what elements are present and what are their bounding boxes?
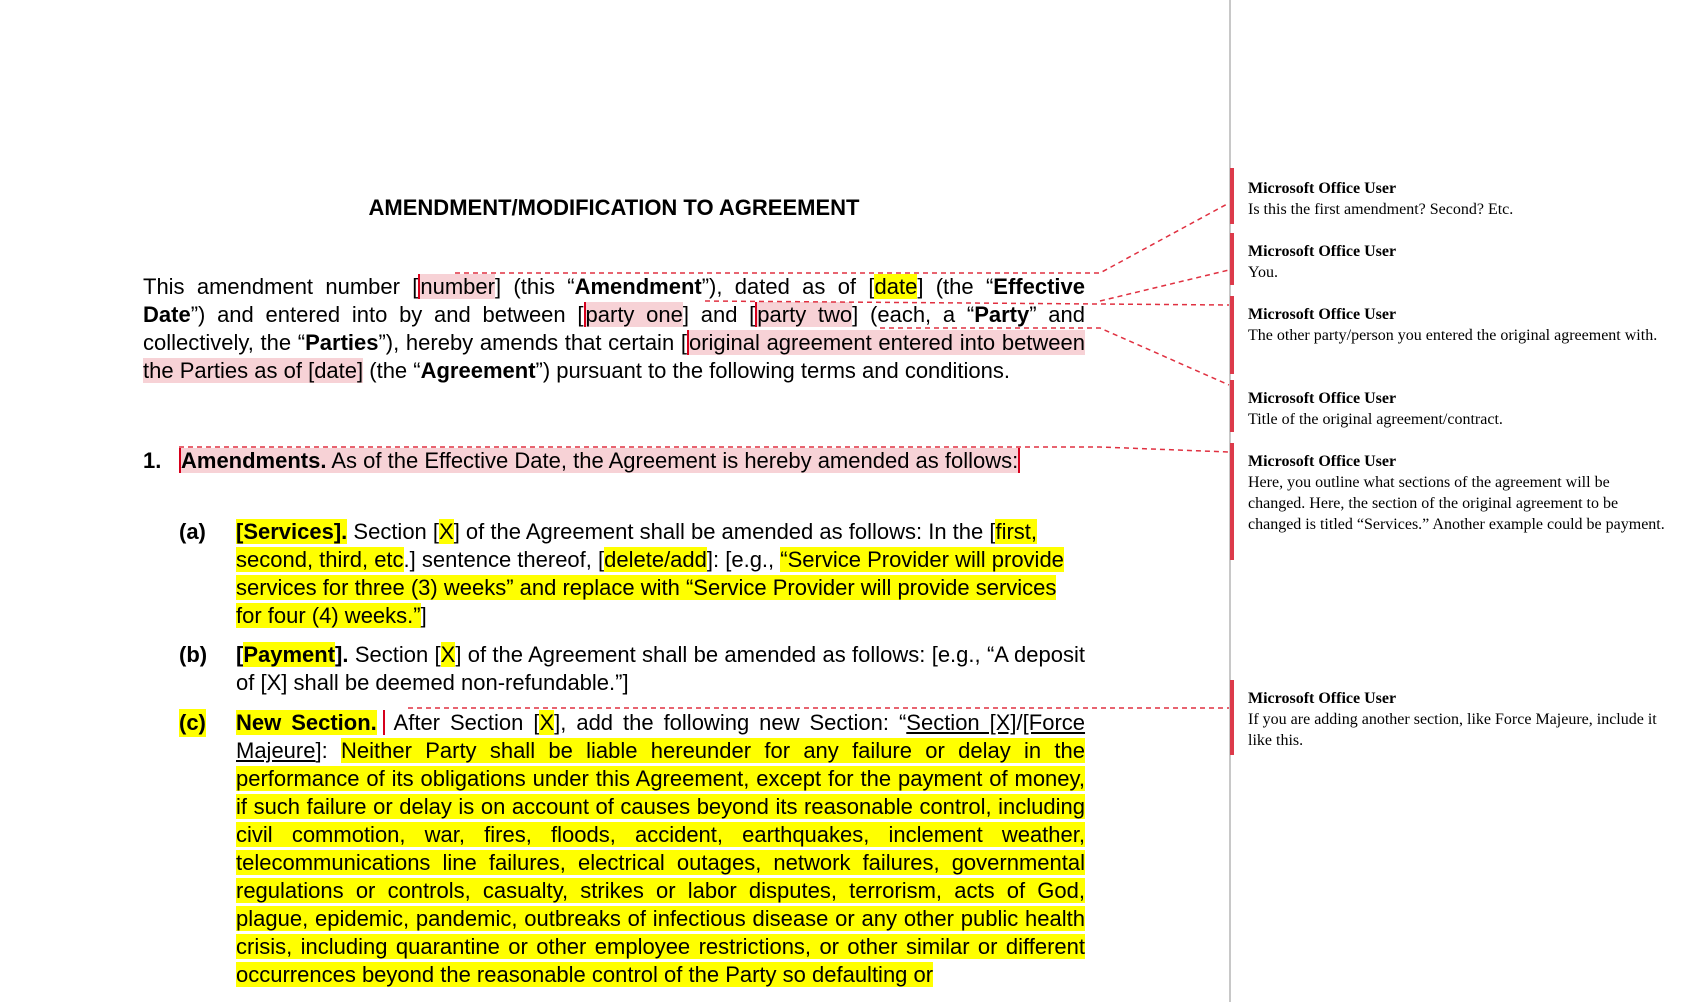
comment-author: Microsoft Office User: [1248, 453, 1397, 470]
item-c-paragraph[interactable]: New Section. After Section [X], add the following new Section: “Section [X]/[Force Majeure]: Neither Party shall be liable hereunder for any failure or delay in the performance of its obligations under this Agreement, except for the payment of money, if such failure or delay is on account of causes beyond its reasonable control, including civil commotion, war, fires, floods, accident, earthquakes, inclement weather, telecommunications line failures, electrical outages, network failures, governmental regulations or controls, casualty, strikes or labor disputes, terrorism, acts of God, plague, epidemic, pandemic, outbreaks of infectious disease or any other public health crisis, including quarantine or other employee restrictions, or other similar or different occurrences beyond the reasonable control of the Party so defaulting or: [236, 710, 1086, 987]
number-placeholder[interactable]: number: [420, 274, 495, 299]
party-one-placeholder[interactable]: party one: [585, 302, 683, 327]
section-number: 1.: [143, 448, 162, 473]
item-b-label: (b): [179, 642, 208, 667]
comment-text: The other party/person you entered the original agreement with.: [1248, 327, 1658, 344]
item-c-label: (c): [179, 710, 206, 735]
comment-text: You.: [1248, 264, 1278, 281]
party-two-placeholder[interactable]: party two: [757, 302, 853, 327]
section1-heading: Amendments.: [181, 448, 327, 473]
comment-text: Title of the original agreement/contract.: [1248, 411, 1503, 428]
item-a-heading: [Services].: [236, 519, 348, 544]
comment-author: Microsoft Office User: [1248, 180, 1397, 197]
intro-paragraph[interactable]: This amendment number [number] (this “Amendment”), dated as of [date] (the “Effective Date”) and entered into by and between [party one] and [party two] (each, a “Party” and collectively, the “Parties”), hereby amends that certain [original agreement entered into between the Parties as of [date] (the “Agreement”) pursuant to the following terms and conditions.: [143, 274, 1086, 383]
comment-author: Microsoft Office User: [1248, 690, 1397, 707]
comment-author: Microsoft Office User: [1248, 243, 1397, 260]
comment-author: Microsoft Office User: [1248, 306, 1397, 323]
comment-author: Microsoft Office User: [1248, 390, 1397, 407]
comment-card[interactable]: [1230, 680, 1670, 755]
comment-card[interactable]: [1230, 443, 1670, 560]
document-title: AMENDMENT/MODIFICATION TO AGREEMENT: [368, 195, 860, 220]
item-b-heading: Payment: [243, 642, 336, 667]
comment-card[interactable]: [1230, 233, 1670, 285]
comment-card[interactable]: [1230, 296, 1670, 374]
item-a-label: (a): [179, 519, 206, 544]
force-majeure-body: Neither Party shall be liable hereunder for any failure or delay in the performance of its obligations under this Agreement, except for the payment of money, if such failure or delay is on account of causes beyond its reasonable control, including civil commotion, war, fires, floods, accident, earthquakes, inclement weather, telecommunications line failures, electrical outages, network failures, governmental regulations or controls, casualty, strikes or labor disputes, terrorism, acts of God, plague, epidemic, pandemic, outbreaks of infectious disease or any other public health crisis, including quarantine or other employee restrictions, or other similar or different occurrences beyond the reasonable control of the Party so defaulting or: [236, 738, 1085, 987]
item-c-heading: New Section.: [236, 710, 377, 735]
section1-paragraph[interactable]: Amendments. As of the Effective Date, the Agreement is hereby amended as follows:: [181, 448, 1019, 473]
item-a-paragraph[interactable]: [Services]. Section [X] of the Agreement shall be amended as follows: In the [first, second, third, etc.] sentence thereof, [delete/add]: [e.g., “Service Provider will provide services for three (3) weeks” and replace with “Service Provider will provide services for four (4) weeks.”]: [236, 519, 1064, 628]
date-placeholder[interactable]: date: [874, 274, 918, 299]
comment-card[interactable]: [1230, 380, 1670, 432]
original-agreement-placeholder[interactable]: original agreement entered into between the Parties as of [date]: [143, 330, 1086, 383]
item-b-paragraph[interactable]: [Payment]. Section [X] of the Agreement shall be amended as follows: [e.g., “A deposit of [X] shall be deemed non-refundable.”]: [236, 642, 1085, 695]
comment-text: Here, you outline what sections of the agreement will be changed. Here, the section of the original agreement to be changed is titled “Services.” Another example could be payment.: [1248, 474, 1665, 533]
comment-text: If you are adding another section, like Force Majeure, include it like this.: [1248, 711, 1657, 749]
comment-card[interactable]: [1230, 168, 1670, 224]
comment-text: Is this the first amendment? Second? Etc.: [1248, 201, 1514, 218]
